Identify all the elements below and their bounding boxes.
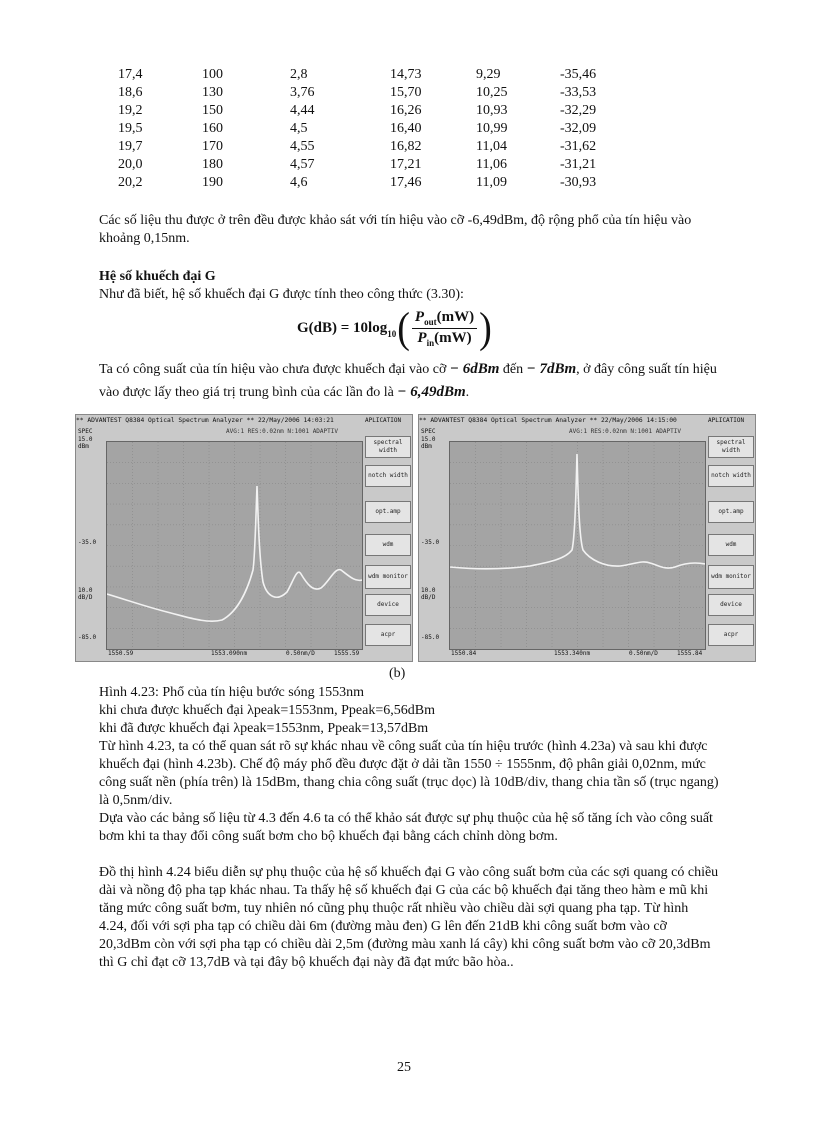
table-cell: 11,06 — [476, 157, 507, 172]
table-cell: 15,70 — [390, 85, 422, 100]
y-top-unit: dBm — [421, 443, 432, 450]
x-left: 1550.84 — [451, 650, 477, 657]
formula-lhs: G(dB) = 10log — [297, 319, 388, 336]
table-cell: 10,99 — [476, 121, 508, 136]
table-cell: -30,93 — [560, 175, 597, 190]
table-cell: 4,44 — [290, 103, 315, 118]
osa-menu-button: opt.amp — [708, 501, 754, 523]
paragraph-pump-dependence: Dựa vào các bảng số liệu từ 4.3 đến 4.6 ta có thể khảo sát được sự phụ thuộc của hệ số tăng ích vào công suất bơm khi ta thay đổi công suất bơm cho bộ khuếch đại bằng cách chỉnh dòng bơm. — [99, 811, 713, 844]
osa-menu-button: wdm monitor — [708, 565, 754, 589]
table-cell: 180 — [202, 157, 223, 172]
osa-side-menu — [365, 428, 411, 660]
osa-header: ** ADVANTEST Q8384 Optical Spectrum Analyzer ** 22/May/2006 14:03:21 — [76, 415, 412, 426]
spectrum-screen-b — [418, 414, 756, 662]
table-row — [118, 120, 630, 138]
osa-spec-label: SPEC — [78, 428, 93, 435]
spectrum-plot-b — [449, 441, 706, 650]
formula-den-sub: in — [426, 337, 435, 348]
osa-subheader: AVG:1 RES:0.02nm N:1001 ADAPTIV — [569, 428, 681, 435]
y-top-unit: dBm — [78, 443, 89, 450]
osa-subheader: AVG:1 RES:0.02nm N:1001 ADAPTIV — [226, 428, 338, 435]
x-span: 0.50nm/D — [286, 650, 315, 657]
table-cell: 10,93 — [476, 103, 508, 118]
table-cell: 10,25 — [476, 85, 508, 100]
table-cell: -33,53 — [560, 85, 597, 100]
para3-text-c: , ở đây — [576, 362, 615, 377]
table-cell: 19,7 — [118, 139, 143, 154]
osa-menu-button: wdm monitor — [365, 565, 411, 589]
table-cell: -31,62 — [560, 139, 597, 154]
table-cell: 20,0 — [118, 157, 143, 172]
spectrum-trace-a — [107, 442, 362, 649]
y-div-unit: dB/D — [421, 594, 436, 601]
y-div: 10.0 — [78, 587, 93, 594]
table-cell: 3,76 — [290, 85, 315, 100]
table-cell: 170 — [202, 139, 223, 154]
y-div-unit: dB/D — [78, 594, 93, 601]
data-table — [118, 66, 630, 192]
osa-menu-button: opt.amp — [365, 501, 411, 523]
table-cell: 16,26 — [390, 103, 422, 118]
table-cell: 11,04 — [476, 139, 507, 154]
formula-log-base: 10 — [387, 329, 397, 339]
x-span: 0.50nm/D — [629, 650, 658, 657]
table-row — [118, 84, 630, 102]
table-cell: 4,57 — [290, 157, 315, 172]
y-top: 15.0 — [421, 436, 436, 443]
table-cell: -32,09 — [560, 121, 597, 136]
osa-side-menu — [708, 428, 754, 660]
table-cell: 11,09 — [476, 175, 507, 190]
y-top: 15.0 — [78, 436, 93, 443]
page-number: 25 — [397, 1060, 411, 1075]
table-cell: 100 — [202, 67, 223, 82]
osa-spec-label: SPEC — [421, 428, 436, 435]
table-cell: 4,5 — [290, 121, 308, 136]
table-row — [118, 102, 630, 120]
table-cell: 19,5 — [118, 121, 143, 136]
y-div: 10.0 — [421, 587, 436, 594]
paragraph-gain-intro: Như đã biết, hệ số khuếch đại G được tính theo công thức (3.30): — [99, 287, 464, 302]
table-row — [118, 156, 630, 174]
table-cell: 9,29 — [476, 67, 501, 82]
y-mid: -35.0 — [421, 539, 440, 546]
y-mid: -35.0 — [78, 539, 97, 546]
formula-num-sub: out — [424, 316, 437, 327]
osa-menu-button: device — [365, 594, 411, 616]
formula-den: P — [417, 329, 427, 346]
table-cell: 160 — [202, 121, 223, 136]
osa-menu-button: acpr — [365, 624, 411, 646]
table-cell: 4,55 — [290, 139, 315, 154]
x-center: 1553.340nm — [554, 650, 591, 657]
x-left: 1550.59 — [108, 650, 134, 657]
value-minus-6-49dbm: − 6,49dBm — [397, 384, 466, 400]
table-cell: 14,73 — [390, 67, 422, 82]
table-cell: 17,21 — [390, 157, 422, 172]
table-row — [118, 174, 630, 192]
formula-fraction — [412, 309, 477, 348]
osa-menu-button: acpr — [708, 624, 754, 646]
section-heading: Hệ số khuếch đại G — [99, 269, 216, 284]
table-cell: 2,8 — [290, 67, 308, 82]
figure-label-b: (b) — [389, 666, 406, 681]
formula-den-unit: (mW) — [434, 329, 472, 346]
table-row — [118, 138, 630, 156]
value-minus-6dbm: − 6dBm — [449, 361, 500, 377]
y-bot: -85.0 — [78, 634, 97, 641]
y-bot: -85.0 — [421, 634, 440, 641]
table-cell: -31,21 — [560, 157, 597, 172]
formula-num: P — [414, 308, 425, 325]
figure-caption-title: Hình 4.23: Phổ của tín hiệu bước sóng 1553nm — [99, 685, 365, 700]
table-cell: -32,29 — [560, 103, 597, 118]
osa-menu-button: device — [708, 594, 754, 616]
spectrum-trace-b — [450, 442, 705, 649]
table-cell: 190 — [202, 175, 223, 190]
para3-text-d: công suất tín hiệu vào được lấy theo giá trị trung bình của các lần đo là — [99, 362, 717, 400]
figure-caption-line-2: khi đã được khuếch đại λpeak=1553nm, Ppeak=13,57dBm — [99, 721, 429, 736]
table-cell: 16,40 — [390, 121, 422, 136]
table-cell: 4,6 — [290, 175, 308, 190]
table-cell: 16,82 — [390, 139, 422, 154]
paragraph-input-signal: Các số liệu thu được ở trên đều được khảo sát với tín hiệu vào cỡ -6,49dBm, độ rộng phổ của tín hiệu vào khoảng 0,15nm. — [99, 213, 692, 246]
table-cell: -35,46 — [560, 67, 597, 82]
table-cell: 17,4 — [118, 67, 143, 82]
x-center: 1553.090nm — [211, 650, 248, 657]
para3-text-b: đến — [502, 362, 524, 377]
osa-menu-button: notch width — [365, 465, 411, 487]
osa-app-tag: APLICATION — [708, 415, 755, 426]
paragraph-input-power — [99, 358, 719, 404]
table-row — [118, 66, 630, 84]
paragraph-figure-424: Đồ thị hình 4.24 biểu diễn sự phụ thuộc của hệ số khuếch đại G vào công suất bơm của các sợi quang có chiều dài và nồng độ pha tạp khác nhau. Ta thấy hệ số khuếch đại G của các bộ khuếch đại tăng theo hàm e mũ khi tăng mức công suất bơm, tuy nhiên nó cũng phụ thuộc rất nhiều vào chiều dài sợi quang pha tạp. Từ hình 4.24, đối với sợi pha tạp có chiều dài 6m (đường màu đen) G lên đến 21dB khi công suất bơm vào cỡ 20,3dBm còn với sợi pha tạp có chiều dài 2,5m (đường màu xanh lá cây) khi công suất bơm vào cỡ 20,3dBm thì G chỉ đạt cỡ 13,7dB và tại đây bộ khuếch đại này đã đạt mức bão hòa.. — [99, 865, 719, 970]
spectrum-plot-a — [106, 441, 363, 650]
spectrum-screen-a — [75, 414, 413, 662]
table-cell: 20,2 — [118, 175, 143, 190]
paragraph-figure-discussion: Từ hình 4.23, ta có thể quan sát rõ sự khác nhau về công suất của tín hiệu trước (hình 4.23a) và sau khi được khuếch đại (hình 4.23b). Chế độ máy phổ đều được đặt ở dải tần 1550 ÷ 1555nm, độ phân giải 0,02nm, mức công suất nền (phía trên) là 15dBm, thang chia công suất (trục dọc) là 10dB/div, thang chia tần số (trục ngang) là 0,5nm/div. — [99, 739, 719, 808]
para3-text-e: . — [465, 385, 470, 400]
value-minus-7dbm: − 7dBm — [526, 361, 577, 377]
osa-app-tag: APLICATION — [365, 415, 412, 426]
table-cell: 130 — [202, 85, 223, 100]
osa-menu-button: spectral width — [708, 436, 754, 458]
osa-menu-button: wdm — [708, 534, 754, 556]
osa-menu-button: wdm — [365, 534, 411, 556]
figure-caption-line-1: khi chưa được khuếch đại λpeak=1553nm, Ppeak=6,56dBm — [99, 703, 435, 718]
gain-formula: G(dB) = 10log 10 ( $\frac{P_{out}(mW)}{P_{in}(mW)}$ ) — [297, 303, 492, 353]
osa-menu-button: notch width — [708, 465, 754, 487]
x-right: 1555.84 — [677, 650, 703, 657]
osa-menu-button: spectral width — [365, 436, 411, 458]
x-right: 1555.59 — [334, 650, 360, 657]
table-cell: 18,6 — [118, 85, 143, 100]
para3-text-a: Ta có công suất của tín hiệu vào chưa được khuếch đại vào cỡ — [99, 362, 447, 377]
table-cell: 150 — [202, 103, 223, 118]
osa-header: ** ADVANTEST Q8384 Optical Spectrum Analyzer ** 22/May/2006 14:15:00 — [419, 415, 755, 426]
table-cell: 19,2 — [118, 103, 143, 118]
table-cell: 17,46 — [390, 175, 422, 190]
formula-num-unit: (mW) — [436, 308, 475, 325]
